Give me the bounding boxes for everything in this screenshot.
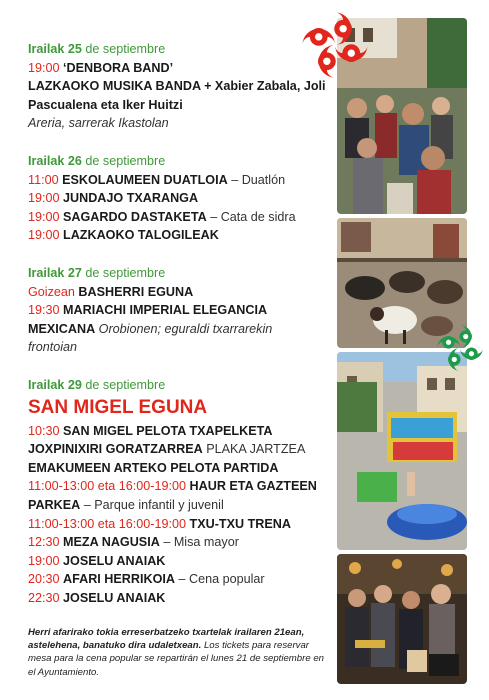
event-line: 11:00-13:00 eta 16:00-19:00 TXU-TXU TRENA <box>28 516 291 531</box>
event-line: 19:00 LAZKAOKO TALOGILEAK <box>28 228 219 243</box>
reservation-note: Herri afarirako tokia erreserbatzeko txartelak irailaren 21ean, astelehena, banatuko dira udaletxean. Los tickets para reservar mesa para la cena popular se repartirán el lunes 21 de septiembre en el Ayuntamiento. <box>28 627 324 678</box>
event-line: 11:00-13:00 eta 16:00-19:00 HAUR ETA GAZTEEN <box>28 479 317 494</box>
photo-bouncy-park <box>337 352 467 550</box>
event-line: JOXPINIXIRI GORATZARREA PLAKA JARTZEA <box>28 442 306 457</box>
main-day-title: SAN MIGEL EGUNA <box>28 396 208 418</box>
date-heading: Irailak 25 de septiembre <box>28 42 166 56</box>
section-sept-26 <box>28 152 333 245</box>
photo-band <box>337 554 467 684</box>
date-heading: Irailak 26 de septiembre <box>28 154 166 168</box>
event-line: 19:00 JOSELU ANAIAK <box>28 553 166 568</box>
event-line: 19:30 MARIACHI IMPERIAL ELEGANCIA <box>28 303 268 318</box>
event-line: 22:30 JOSELU ANAIAK <box>28 590 166 605</box>
section-sept-29 <box>28 376 333 608</box>
event-venue: frontoian <box>28 340 78 355</box>
event-line: LAZKAOKO MUSIKA BANDA + Xabier Zabala, Joli <box>28 79 326 94</box>
event-line: 11:00 ESKOLAUMEEN DUATLOIA – Duatlón <box>28 172 286 187</box>
date-heading: Irailak 27 de septiembre <box>28 266 166 280</box>
event-line: PARKEA – Parque infantil y juvenil <box>28 497 224 512</box>
event-line: EMAKUMEEN ARTEKO PELOTA PARTIDA <box>28 460 279 475</box>
event-line: Goizean BASHERRI EGUNA <box>28 284 194 299</box>
event-line: MEXICANA Orobionen; eguraldi txarrarekin <box>28 321 273 336</box>
event-line: 12:30 MEZA NAGUSIA – Misa mayor <box>28 535 239 550</box>
lauburu-green-icon <box>434 322 486 374</box>
event-line: Pascualena eta Iker Huitzi <box>28 97 183 112</box>
event-venue: Areria, sarrerak Ikastolan <box>28 116 169 131</box>
event-line: 10:30 SAN MIGEL PELOTA TXAPELKETA <box>28 423 273 438</box>
event-line: 19:00 SAGARDO DASTAKETA – Cata de sidra <box>28 209 296 224</box>
section-sept-27 <box>28 264 333 357</box>
event-line: 20:30 AFARI HERRIKOIA – Cena popular <box>28 572 265 587</box>
section-sept-25 <box>28 40 333 133</box>
lauburu-red-icon <box>298 8 372 82</box>
date-heading: Irailak 29 de septiembre <box>28 378 166 392</box>
event-line: 19:00 ‘DENBORA BAND’ <box>28 60 174 75</box>
event-line: 19:00 JUNDAJO TXARANGA <box>28 191 199 206</box>
